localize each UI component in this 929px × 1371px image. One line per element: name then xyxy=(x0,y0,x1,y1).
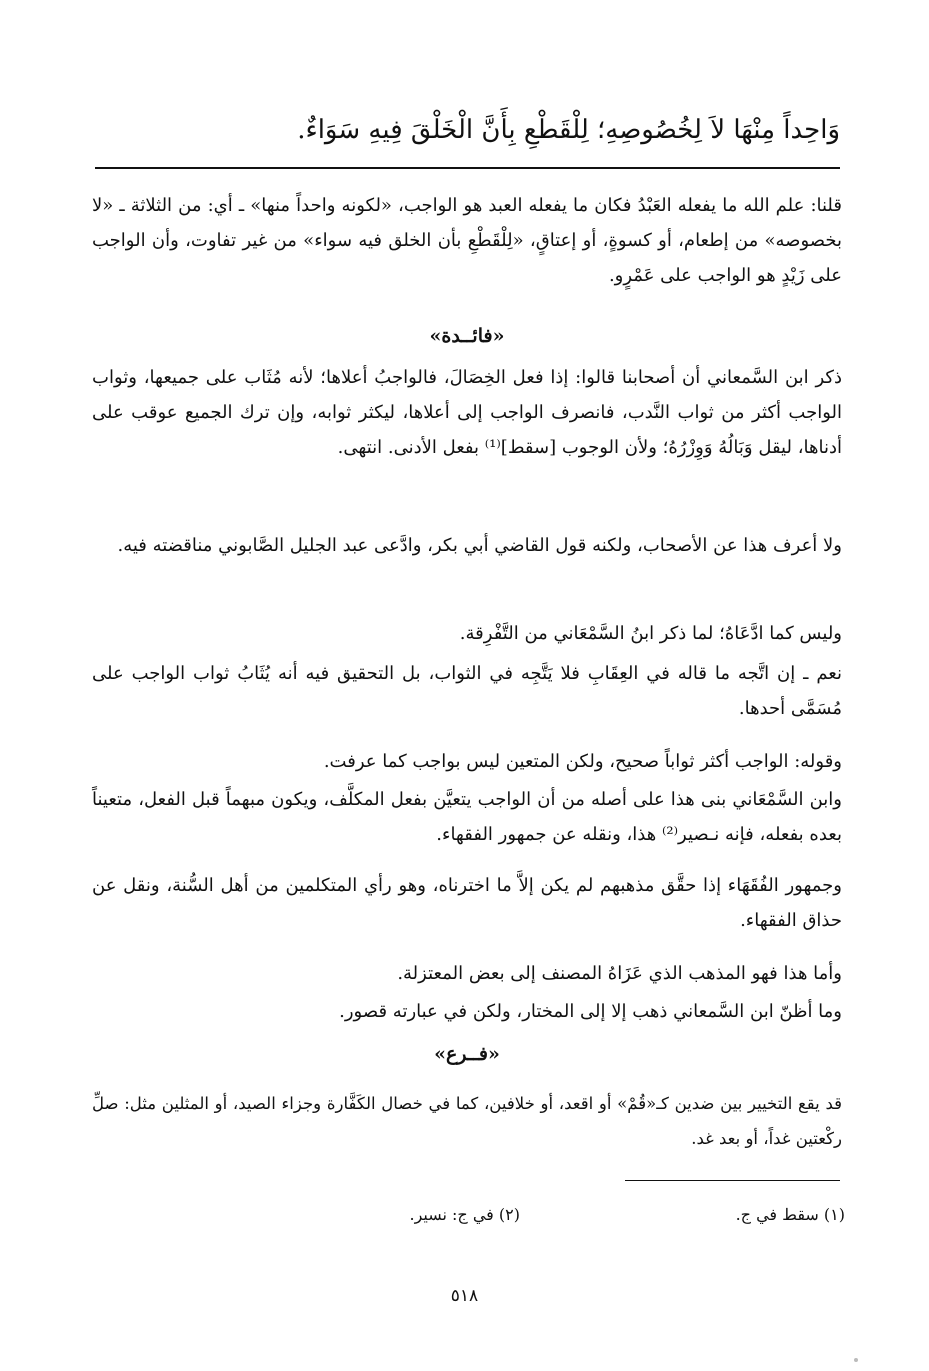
commentary-paragraph-9 xyxy=(92,956,842,991)
scan-speck xyxy=(854,1358,858,1362)
heading-text: «فائــدة» xyxy=(429,325,505,347)
commentary-paragraph-3 xyxy=(92,528,842,563)
paragraph: ولا أعرف هذا عن الأصحاب، ولكنه قول القاضي أبي بكر، وادَّعى عبد الجليل الصَّابوني مناقضته فيه. xyxy=(117,535,842,556)
commentary-paragraph-7 xyxy=(92,782,842,852)
heading-text: «فــرع» xyxy=(434,1043,500,1065)
commentary-paragraph-4 xyxy=(92,616,842,651)
paragraph: وما أظنّ ابن السَّمعاني ذهب إلا إلى المختار، ولكن في عبارته قصور. xyxy=(339,1001,842,1022)
commentary-paragraph-1 xyxy=(92,188,842,293)
header-divider xyxy=(95,167,840,169)
commentary-paragraph-10 xyxy=(92,994,842,1029)
page-number: ٥١٨ xyxy=(450,1286,479,1306)
commentary-paragraph-11 xyxy=(92,1086,842,1156)
commentary-paragraph-8 xyxy=(92,868,842,938)
section-heading-far xyxy=(92,1036,842,1072)
commentary-paragraph-5 xyxy=(92,656,842,726)
section-heading-faida xyxy=(92,318,842,354)
commentary-paragraph-2 xyxy=(92,360,842,465)
footnote-1: (١) سقط في ج. xyxy=(735,1205,845,1224)
paragraph: نعم ـ إن اتَّجه ما قاله في العِقَابِ فلا يَتَّجِه في الثواب، بل التحقيق فيه أنه يُثَابُ ثواب الواجب على مُسَمَّى أحدها. xyxy=(92,663,842,719)
paragraph: وليس كما ادَّعَاهُ؛ لما ذكر ابنُ السَّمْعَاني من التَّفْرِقة. xyxy=(459,623,842,644)
paragraph: ذكر ابن السَّمعاني أن أصحابنا قالوا: إذا فعل الخِصَالَ، فالواجبُ أعلاها؛ لأنه مُثَاب على جميعها، وثواب الواجب أكثر من ثواب النَّدب، فانصرف الواجب إلى أعلاها، ليكثر ثوابه، وإن ترك الجميع عوقب على أدناها، ليقل وَبَالُهُ وَوِزْرُهُ؛ ولأن الوجوب [سقط]⁽¹⁾ بفعل الأدنى. انتهى. xyxy=(92,367,842,458)
quoted-verse: وَاحِداً مِنْهَا لاَ لِخُصُوصِهِ؛ لِلْقَطْعِ بِأَنَّ الْخَلْقَ فِيهِ سَوَاءٌ. xyxy=(297,115,840,145)
paragraph: وابن السَّمْعَاني بنى هذا على أصله من أن الواجب يتعيَّن بفعل المكلَّف، ويكون مبهماً قبل الفعل، متعيناً بعده بفعله، فإنه نـصير⁽²⁾ هذا، ونقله عن جمهور الفقهاء. xyxy=(92,789,842,845)
footnote-divider xyxy=(625,1180,840,1181)
paragraph: وقوله: الواجب أكثر ثواباً صحيح، ولكن المتعين ليس بواجب كما عرفت. xyxy=(323,751,842,772)
commentary-paragraph-6 xyxy=(92,744,842,779)
paragraph: وأما هذا فهو المذهب الذي عَزَاهُ المصنف إلى بعض المعتزلة. xyxy=(397,963,842,984)
paragraph: قد يقع التخيير بين ضدين كـ«قُمْ» أو اقعد، أو خلافين، كما في خصال الكَفَّارة وجزاء الصيد، أو المثلين مثل: صلِّ ركْعتين غداً، أو بعد غد. xyxy=(92,1094,842,1148)
paragraph: وجمهور الفُقَهَاء إذا حقَّق مذهبهم لم يكن إلاَّ ما اخترناه، وهو رأي المتكلمين من أهل السُّنة، ونقل عن حذاق الفقهاء. xyxy=(92,875,842,931)
paragraph: قلنا: علم الله ما يفعله العَبْدُ فكان ما يفعله العبد هو الواجب، «لكونه واحداً منها» ـ أي: من الثلاثة ـ «لا بخصوصه» من إطعام، أو كسوةٍ، أو إعتاقٍ، «لِلْقَطْعِ بأن الخلق فيه سواء» من غير تفاوت، وأن الواجب على زَيْدٍ هو الواجب على عَمْرٍو. xyxy=(92,195,842,286)
footnote-2: (٢) في ج: نسير. xyxy=(409,1205,520,1224)
